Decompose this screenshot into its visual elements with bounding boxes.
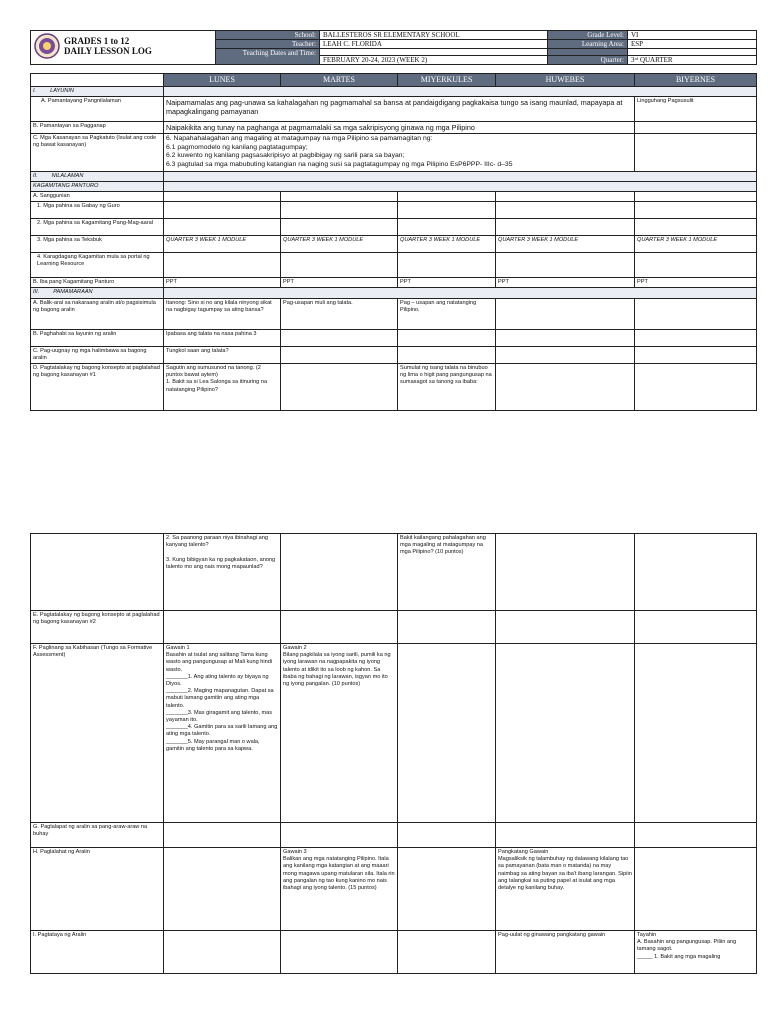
day-friday: BIYERNES bbox=[635, 74, 757, 87]
school-label: School: bbox=[216, 31, 320, 40]
row-pagtataya: I. Pagtataya ng Aralin Pag-uulat ng ginawang pangkatang gawain Tayahin A. Basahin ang pangungusap. Piliin ang tamang sagot. _____ 1. Bakit ang mga magaling bbox=[31, 931, 757, 974]
dates-value: FEBRUARY 20-24, 2023 (WEEK 2) bbox=[320, 56, 548, 65]
section-pamamaraan: III. PAMAMARAAN bbox=[31, 288, 757, 298]
lesson-table-1 bbox=[30, 73, 757, 411]
day-wednesday: MIYERKULES bbox=[398, 74, 496, 87]
day-header-row bbox=[31, 74, 757, 87]
lesson-log-bottom bbox=[30, 533, 756, 974]
lesson-log-top bbox=[30, 30, 756, 411]
row-teksbuk: 3. Mga pahina sa Teksbuk QUARTER 3 WEEK 1 MODULE QUARTER 3 WEEK 1 MODULE QUARTER 3 WEEK 1 MODULE QUARTER 3 WEEK 1 MODULE QUARTER 3 WEEK 1 MODULE bbox=[31, 236, 757, 253]
teacher-label: Teacher: bbox=[216, 40, 320, 49]
dates-label: Teaching Dates and Time: bbox=[216, 49, 320, 65]
school-value: BALLESTEROS SR ELEMENTARY SCHOOL bbox=[320, 31, 548, 40]
row-pag-uugnay: C. Pag-uugnay ng mga halimbawa sa bagong aralin Tungkol saan ang talata? bbox=[31, 346, 757, 363]
row-paglalapat: G. Paglalapat ng aralin sa pang-araw-araw na buhay bbox=[31, 823, 757, 848]
row-iba-pang-kagamitan: B. Iba pang Kagamitang Panturo PPT PPT PPT PPT PPT bbox=[31, 278, 757, 288]
row-balik-aral: A. Balik-aral sa nakaraang aralin at/o pagsisimula ng bagong aralin Itanong: Sino si no ang kilala ninyong sikat na nagbigay tagumpay sa ating bansa? Pag-usapan muli ang talata. Pag – usapan ang natatanging Pilipino. bbox=[31, 298, 757, 329]
row-kasanayan: C. Mga Kasanayan sa Pagkatuto (Isulat ang code ng bawat kasanayan) 6. Napahahalagahan ang magaling at matagumpay na mga Pilipino sa pamamagitan ng: 6.1 pagmomodelo ng kanilang pagtatagumpay; 6.2 kuwento ng kanilang pagsasakripisyo at pagbibigay ng sarili para sa bayan; 6.3 pagtulad sa mga mabubuting katangian na naging susi sa pagtatagumpay ng mga Pilipino EsP6PPP- IIIc- d–35 bbox=[31, 134, 757, 171]
title-line-2: DAILY LESSON LOG bbox=[64, 46, 152, 56]
grade-value: VI bbox=[628, 31, 757, 40]
quarter-value: 3ʳᵈ QUARTER bbox=[628, 56, 757, 65]
section-nilalaman: II. NILALAMAN bbox=[31, 171, 757, 181]
section-layunin: I. LAYUNIN bbox=[31, 87, 757, 97]
area-value: ESP bbox=[628, 40, 757, 49]
row-paghahabi: B. Paghahabi sa layunin ng aralin Ipabasa ang talata na nasa pahina 3 bbox=[31, 329, 757, 346]
row-continuation: 2. Sa paanong paraan niya ibinahagi ang kanyang talento? 3. Kung bibigyan ka ng pagkakataon, anong talento mo ang nais mong mapaunlad? Bakit kailangang pahalagahan ang mga magaling at matagumpay na mga Pilipino? (10 puntos) bbox=[31, 534, 757, 611]
row-paglinang: F. Paglinang sa Kabihasan (Tungo sa Formative Assessment) Gawain 1 Basahin at isulat ang salitang Tama kung wasto ang pangungusap at Mali kung hindi wasto. _______1. Ang ating talento ay biyaya ng Diyos. _______2. Maging mapanagutan. Dapat sa mabuti lamang gamitin ang ating mga talento. _______3. Mas giragamit ang talento, mas yayaman ito. _______4. Gamitin para sa sarili lamang ang ating mga talento. _______5. May parangal man o wala, gamitin ang talento para sa kapwa. Gawain 2 Bilang pagkilala sa iyong sarili, pumili ka ng iyong larawan na nagpapakita ng iyong talento at idikit ito sa loob ng kahon. Sa ibaba ng bahagi ng larawan, isgyan mo ito ng iyong pangalan. (10 puntos) bbox=[31, 644, 757, 823]
title-line-1: GRADES 1 to 12 bbox=[64, 36, 130, 46]
row-pagtatalakay-1: D. Pagtatalakay ng bagong konsepto at paglalahad ng bagong kasanayan #1 Sagutin ang sumusunod na tanong. (2 puntos bawat aytem) 1. Bakit sa si Lea Salonga sa itinuring na natatanging Pilipino? Sumulat ng isang talata na binubuo ng lima o higit pang pangungusap na sumasagot sa tanong sa ibaba: bbox=[31, 364, 757, 411]
header-table bbox=[30, 30, 757, 65]
row-pamantayang-pangnilalaman: A. Pamantayang Pangnilalaman Naipamamalas ang pag-unawa sa kahalagahan ng pagmamahal sa bansa at pandaigdigang pagkakaisa tungo sa isang maunlad, mapayapa at mapagkalingang pamayanan Lingguhang Pagsusulit bbox=[31, 97, 757, 122]
quarter-label: Quarter: bbox=[548, 56, 628, 65]
day-tuesday: MARTES bbox=[281, 74, 398, 87]
logo-title-cell bbox=[31, 31, 216, 65]
row-karagdagang: 4. Karagdagang Kagamitan mula sa portal ng Learning Resource bbox=[31, 253, 757, 278]
row-pagtatalakay-2: E. Pagtatalakay ng bagong konsepto at paglalahad ng bagong kasanayan #2 bbox=[31, 611, 757, 644]
deped-seal-icon bbox=[34, 33, 60, 59]
row-gabay: 1. Mga pahina sa Gabay ng Guro bbox=[31, 202, 757, 219]
section-kagamitan: KAGAMITANG PANTURO bbox=[31, 181, 757, 191]
row-paglalahat: H. Paglalahat ng Aralin Gawain 3 Balikan ang mga natatanging Pilipino. Itala ang kanilang mga katangian at ang maaari mong magawa upang matularan sila. Itala rin ang pangalan ng tao kung kanino mo nais ibahagi ang iyong talento. (15 puntos) Pangkatang Gawain Magsaliksik ng talambuhay ng dalawang kilalang tao sa pamayanan (bata man o matanda) na may naimbag sa ating bayan sa iba't ibang larangan. Sipiin ang talangkai sa puting papel at isulat ang mga detalye ng kanilang buhay. bbox=[31, 848, 757, 931]
area-label: Learning Area: bbox=[548, 40, 628, 49]
lesson-table-2 bbox=[30, 533, 757, 974]
grade-label: Grade Level: bbox=[548, 31, 628, 40]
row-pamantayan-pagganap: B. Pamantayan sa Pagganap Naipakikita ang tunay na paghanga at pagmamalaki sa mga sakripisyong ginawa ng mga Pilipino bbox=[31, 122, 757, 134]
row-sanggunian: A. Sanggunian bbox=[31, 191, 757, 201]
row-kagamitan-mag-aaral: 2. Mga pahina sa Kagamitang Pang-Mag-aaral bbox=[31, 219, 757, 236]
teacher-value: LEAH C. FLORIDA bbox=[320, 40, 548, 49]
day-thursday: HUWEBES bbox=[496, 74, 635, 87]
day-monday: LUNES bbox=[164, 74, 281, 87]
